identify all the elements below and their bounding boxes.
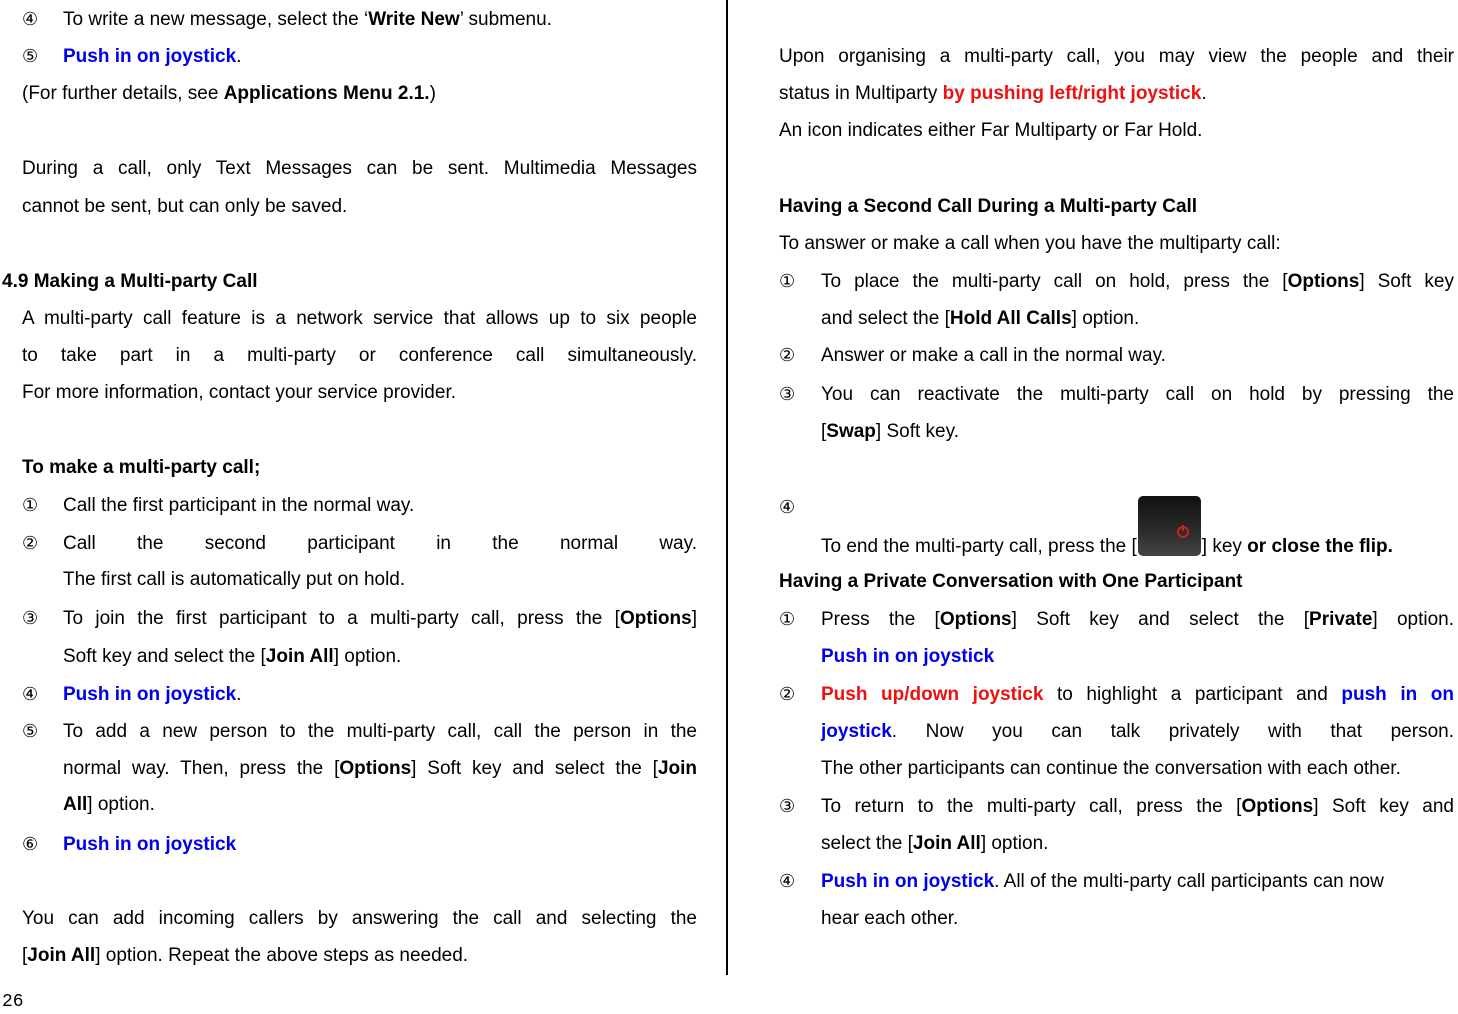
step-text: To join the first participant to a multi-party call, press the [Options] (63, 608, 697, 629)
paragraph: For more information, contact your service provider. (22, 382, 457, 403)
step-text: and select the [Hold All Calls] option. (821, 308, 1140, 329)
step-text: [Swap] Soft key. (821, 421, 959, 442)
subheading: To make a multi-party call; (22, 457, 261, 478)
paragraph: An icon indicates either Far Multiparty or Far Hold. (779, 120, 1203, 141)
step-text: Push in on joystick (821, 646, 995, 667)
step-number: ③ (779, 796, 796, 817)
step-text: You can reactivate the multi-party call on hold by pressing the (821, 384, 1454, 405)
step-text: The first call is automatically put on hold. (63, 569, 406, 590)
step-text: select the [Join All] option. (821, 833, 1049, 854)
paragraph: To answer or make a call when you have the multiparty call: (779, 233, 1281, 254)
step-number: ④ (22, 9, 39, 30)
step-text: Push up/down joystick to highlight a participant and push in on (821, 684, 1455, 705)
step-text: Call the first participant in the normal way. (63, 495, 415, 516)
step-number: ① (779, 271, 796, 292)
paragraph: cannot be sent, but can only be saved. (22, 196, 348, 217)
section-heading: Having a Second Call During a Multi-party Call (779, 196, 1198, 217)
step-number: ④ (22, 684, 39, 705)
step-number: ② (779, 684, 796, 705)
step-text: joystick. Now you can talk privately with that person. (821, 721, 1454, 742)
step-text: All] option. (63, 794, 155, 815)
step-number: ② (779, 345, 796, 366)
step-text: Push in on joystick (63, 834, 237, 855)
end-call-key-icon (1138, 496, 1201, 556)
paragraph: Upon organising a multi-party call, you may view the people and their (779, 46, 1454, 67)
step-text: Push in on joystick. All of the multi-party call participants can now (821, 871, 1384, 892)
step-text: Answer or make a call in the normal way. (821, 345, 1166, 366)
step-text: To add a new person to the multi-party call, call the person in the (63, 721, 697, 742)
step-text: To end the multi-party call, press the [ ] key or close the flip. (821, 496, 1393, 559)
step-text: Push in on joystick. (63, 46, 242, 67)
paragraph: You can add incoming callers by answering the call and selecting the (22, 908, 697, 929)
step-text: The other participants can continue the conversation with each other. (821, 758, 1401, 779)
paragraph: (For further details, see Applications Menu 2.1.) (22, 83, 436, 104)
step-number: ④ (779, 497, 796, 518)
step-text: hear each other. (821, 908, 959, 929)
section-heading: Having a Private Conversation with One Participant (779, 571, 1243, 592)
step-text: Call the second participant in the normal way. (63, 533, 697, 554)
step-text: To return to the multi-party call, press the [Options] Soft key and (821, 796, 1455, 817)
step-number: ① (22, 495, 39, 516)
step-number: ④ (779, 871, 796, 892)
paragraph: status in Multiparty by pushing left/right joystick. (779, 83, 1207, 104)
step-number: ⑥ (22, 834, 39, 855)
step-text: To write a new message, select the ‘Write New’ submenu. (63, 9, 552, 30)
paragraph: A multi-party call feature is a network service that allows up to six people (22, 308, 697, 329)
paragraph: to take part in a multi-party or conference call simultaneously. (22, 345, 697, 366)
step-text: normal way. Then, press the [Options] Soft key and select the [Join (63, 758, 698, 779)
step-number: ① (779, 609, 796, 630)
step-number: ⑤ (22, 721, 39, 742)
step-number: ③ (22, 608, 39, 629)
paragraph: [Join All] option. Repeat the above steps as needed. (22, 945, 469, 966)
page-number: 26 (2, 992, 24, 1012)
column-divider (726, 0, 728, 975)
step-text: Soft key and select the [Join All] option. (63, 646, 402, 667)
section-heading: 4.9 Making a Multi-party Call (2, 271, 258, 292)
step-text: Press the [Options] Soft key and select the [Private] option. (821, 609, 1455, 630)
step-number: ⑤ (22, 46, 39, 67)
step-text: To place the multi-party call on hold, press the [Options] Soft key (821, 271, 1455, 292)
paragraph: During a call, only Text Messages can be sent. Multimedia Messages (22, 158, 697, 179)
step-number: ③ (779, 384, 796, 405)
step-number: ② (22, 533, 39, 554)
step-text: Push in on joystick. (63, 684, 242, 705)
